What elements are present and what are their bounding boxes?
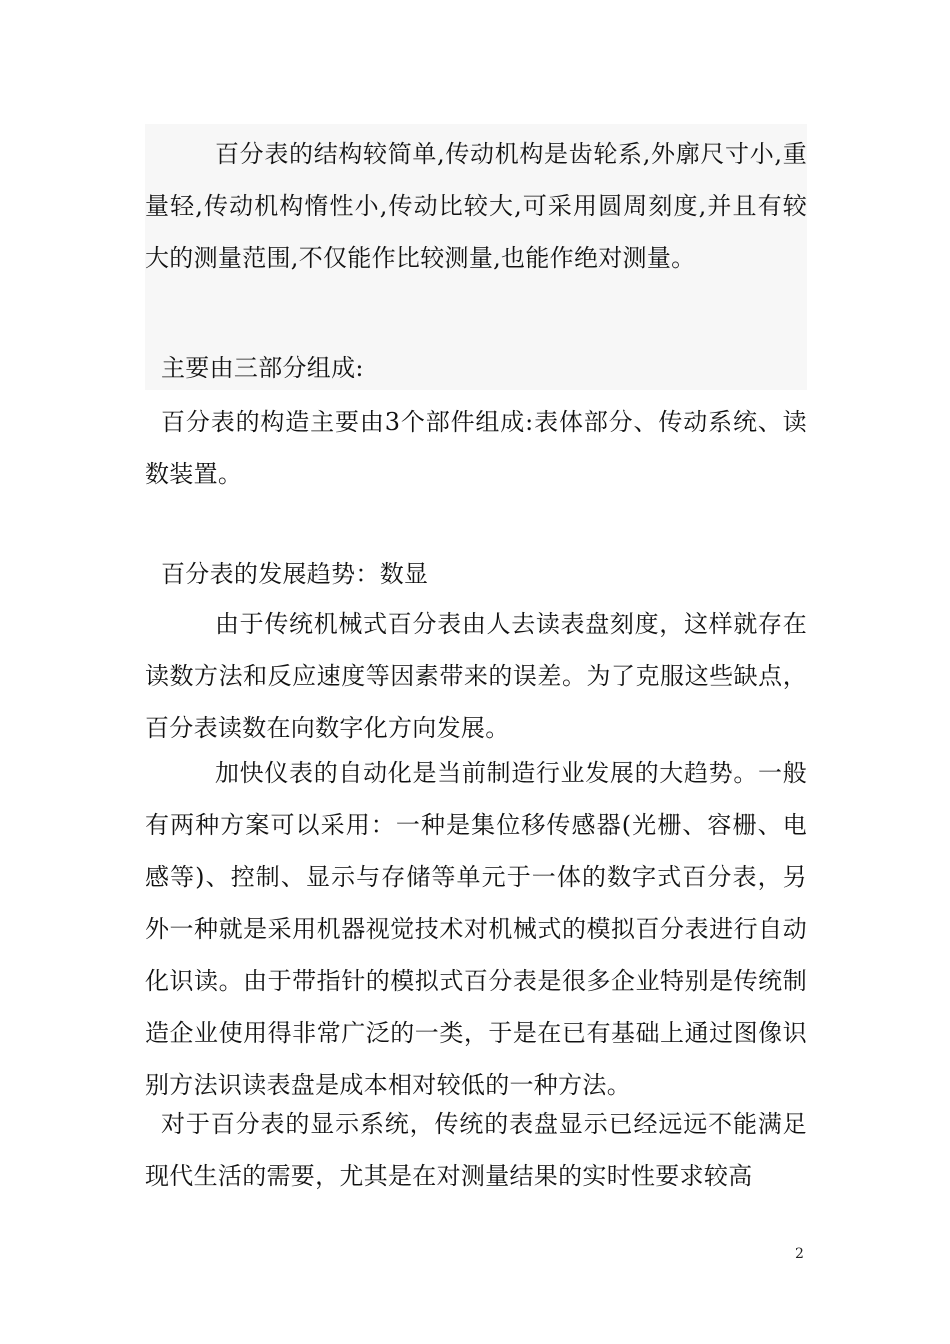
- paragraph-construction: 百分表的构造主要由3个部件组成:表体部分、传动系统、读数装置。: [145, 408, 807, 488]
- paragraph-structure: 百分表的结构较简单,传动机构是齿轮系,外廓尺寸小,重量轻,传动机构惰性小,传动比较大,可采用圆周刻度,并且有较大的测量范围,不仅能作比较测量,也能作绝对测量。: [145, 140, 807, 272]
- paragraph-automation: 加快仪表的自动化是当前制造行业发展的大趋势。一般有两种方案可以采用：一种是集位移传感器(光栅、容栅、电感等)、控制、显示与存储等单元于一体的数字式百分表，另外一种就是采用机器视觉技术对机械式的模拟百分表进行自动化识读。由于带指针的模拟式百分表是很多企业特别是传统制造企业使用得非常广泛的一类，于是在已有基础上通过图像识别方法识读表盘是成本相对较低的一种方法。: [145, 759, 807, 1099]
- paragraph-components-heading: 主要由三部分组成:: [161, 354, 364, 382]
- paragraph-trend-heading: 百分表的发展趋势：数显: [161, 560, 429, 588]
- paragraph-display-system: 对于百分表的显示系统，传统的表盘显示已经远远不能满足现代生活的需要，尤其是在对测量结果的实时性要求较高: [145, 1110, 807, 1190]
- paragraph-digital-reading: 由于传统机械式百分表由人去读表盘刻度，这样就存在读数方法和反应速度等因素带来的误差。为了克服这些缺点，百分表读数在向数字化方向发展。: [145, 610, 807, 742]
- page-number: 2: [795, 1246, 804, 1262]
